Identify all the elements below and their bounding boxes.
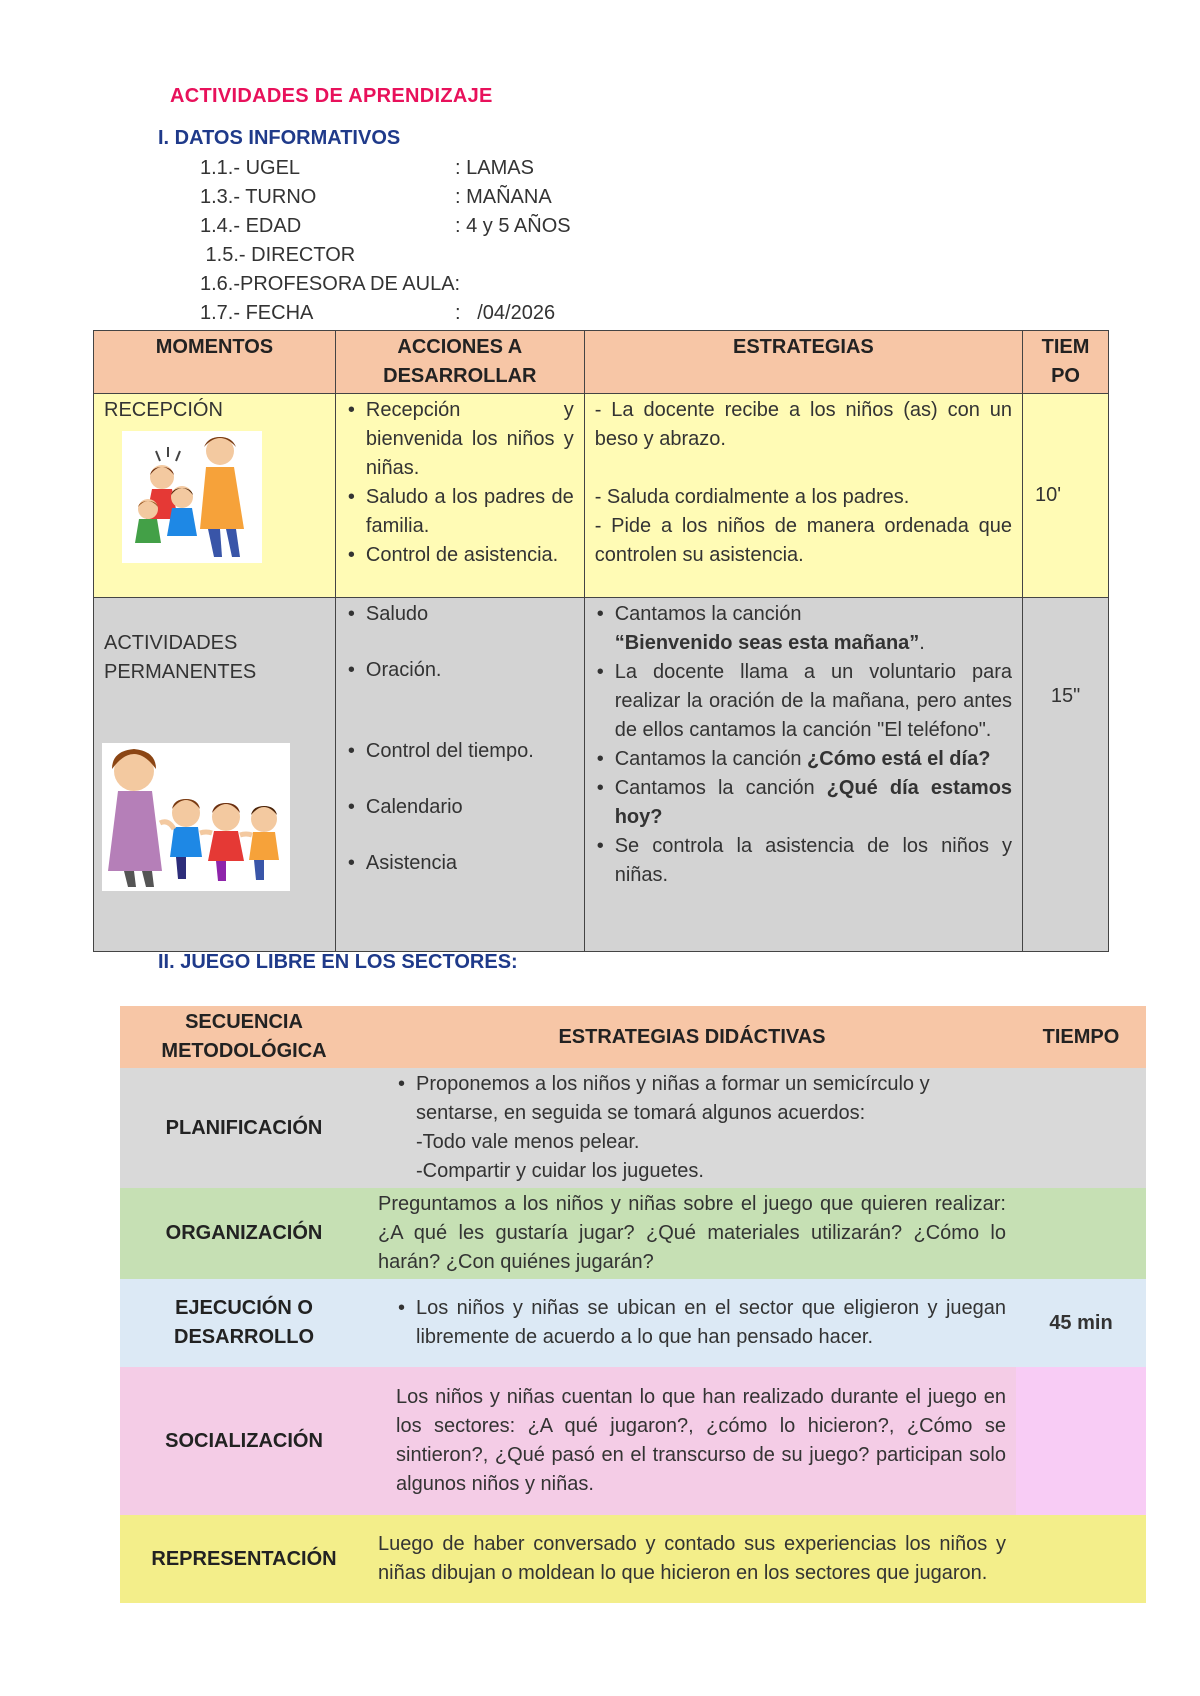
list-item: • Control del tiempo. — [346, 737, 574, 766]
header-secuencia: SECUENCIA METODOLÓGICA — [120, 1006, 368, 1068]
list-item: • Recepción y bienvenida los niños y niñas. — [346, 396, 574, 483]
momento-cell — [94, 598, 336, 952]
momento-label: ACTIVIDADES PERMANENTES — [104, 632, 257, 683]
info-row — [200, 154, 571, 183]
info-value: : MAÑANA — [455, 186, 552, 208]
list-item — [595, 774, 1012, 832]
secuencia-label: REPRESENTACIÓN — [120, 1515, 368, 1603]
secuencia-label: SOCIALIZACIÓN — [120, 1367, 368, 1515]
header-acciones — [335, 331, 584, 394]
acciones-cell — [335, 598, 584, 952]
table-row-representacion — [120, 1515, 1146, 1603]
table-row-permanentes — [94, 598, 1109, 952]
list-item: • Oración. — [346, 656, 574, 685]
header-momentos: MOMENTOS — [94, 331, 336, 394]
estrategia-text: . — [919, 632, 925, 654]
info-label: 1.7.- FECHA — [200, 302, 314, 324]
song-title: “Bienvenido seas esta mañana” — [614, 632, 920, 654]
acciones-list — [346, 600, 574, 878]
list-item — [595, 745, 1012, 774]
acuerdo-text: -Todo vale menos pelear. — [416, 1131, 640, 1153]
tiempo-cell: 45 min — [1016, 1279, 1146, 1367]
info-value: : LAMAS — [455, 157, 534, 179]
info-list — [200, 154, 571, 328]
teacher-children-illustration — [122, 431, 262, 563]
estrategia-cell — [368, 1068, 1016, 1188]
table-header-row — [120, 1006, 1146, 1068]
info-row — [200, 241, 571, 270]
estrategias-cell — [584, 394, 1022, 598]
estrategia-text: Cantamos la canción — [614, 777, 827, 799]
list-item: • Saludo a los padres de familia. — [346, 483, 574, 541]
info-row — [200, 299, 571, 328]
secuencia-label-l1: EJECUCIÓN O — [175, 1297, 313, 1319]
estrategia-cell: Luego de haber conversado y contado sus experiencias los niños y niñas dibujan o moldean lo que hicieron en los sectores que jugaron. — [368, 1515, 1016, 1603]
estrategias-list — [595, 600, 1012, 890]
estrategias-list — [396, 1294, 1006, 1352]
estrategia-text: Cantamos la canción — [614, 603, 802, 625]
header-tiempo: TIEMPO — [1016, 1006, 1146, 1068]
header-tiempo-l2: PO — [1051, 365, 1080, 387]
tiempo-cell: 15" — [1023, 598, 1109, 952]
song-title: ¿Cómo está el día? — [807, 748, 991, 770]
song-title: ¿Qué día estamos hoy? — [614, 777, 1013, 828]
info-row — [200, 212, 571, 241]
header-acciones-l1: ACCIONES A — [397, 336, 523, 358]
table-row-socializacion — [120, 1367, 1146, 1515]
estrategia-cell: Los niños y niñas cuentan lo que han realizado durante el juego en los sectores: ¿A qué jugaron?, ¿cómo lo hicieron?, ¿Cómo se sintieron?, ¿Qué pasó en el transcurso de su juego? participan solo algunos niños y niñas. — [368, 1367, 1016, 1515]
info-label: 1.5.- DIRECTOR — [200, 244, 356, 266]
info-label: 1.4.- EDAD — [200, 215, 302, 237]
tiempo-cell — [1016, 1188, 1146, 1279]
section-heading-juego: II. JUEGO LIBRE EN LOS SECTORES: — [158, 951, 518, 973]
info-label: 1.6.-PROFESORA DE AULA: — [200, 273, 461, 295]
acciones-list — [346, 396, 574, 570]
estrategia-cell: Preguntamos a los niños y niñas sobre el juego que quieren realizar: ¿A qué les gustaría jugar? ¿Qué materiales utilizarán? ¿Cómo lo harán? ¿Con quiénes jugarán? — [368, 1188, 1016, 1279]
tiempo-cell — [1016, 1367, 1146, 1515]
info-label: 1.3.- TURNO — [200, 186, 317, 208]
list-item: • Proponemos a los niños y niñas a formar un semicírculo y sentarse, en seguida se tomará algunos acuerdos: — [396, 1070, 1006, 1128]
estrategias-cell — [584, 598, 1022, 952]
list-item: • Control de asistencia. — [346, 541, 574, 570]
teacher-children-illustration — [102, 743, 290, 891]
list-item: • Los niños y niñas se ubican en el sector que eligieron y juegan libremente de acuerdo a lo que han pensado hacer. — [396, 1294, 1006, 1352]
page-title: ACTIVIDADES DE APRENDIZAJE — [170, 85, 493, 107]
acuerdo-text: -Compartir y cuidar los juguetes. — [416, 1160, 704, 1182]
estrategia-cell — [368, 1279, 1016, 1367]
table-row-recepcion — [94, 394, 1109, 598]
juego-libre-table — [120, 1006, 1146, 1603]
table-row-organizacion — [120, 1188, 1146, 1279]
list-item: • Asistencia — [346, 849, 574, 878]
list-item: • Se controla la asistencia de los niños y niñas. — [595, 832, 1012, 890]
momento-cell — [94, 394, 336, 598]
activities-table — [93, 330, 1109, 952]
estrategia-text: - Saluda cordialmente a los padres. — [594, 486, 910, 508]
info-row — [200, 183, 571, 212]
estrategia-text: - La docente recibe a los niños (as) con un beso y abrazo. — [594, 399, 1013, 450]
tiempo-cell: 10' — [1023, 394, 1109, 598]
list-item: • Saludo — [346, 600, 574, 629]
estrategias-list — [396, 1070, 1006, 1128]
header-tiempo-l1: TIEM — [1041, 336, 1090, 358]
secuencia-label: PLANIFICACIÓN — [120, 1068, 368, 1188]
info-label: 1.1.- UGEL — [200, 157, 301, 179]
list-item: • La docente llama a un voluntario para realizar la oración de la mañana, pero antes de ellos cantamos la canción "El teléfono". — [595, 658, 1012, 745]
header-tiempo — [1023, 331, 1109, 394]
secuencia-label: ORGANIZACIÓN — [120, 1188, 368, 1279]
acciones-cell — [335, 394, 584, 598]
section-heading-datos: I. DATOS INFORMATIVOS — [158, 127, 401, 149]
secuencia-label-l2: DESARROLLO — [174, 1326, 314, 1348]
tiempo-cell — [1016, 1068, 1146, 1188]
info-value: : 4 y 5 AÑOS — [455, 215, 571, 237]
list-item: • Calendario — [346, 793, 574, 822]
info-value: : /04/2026 — [455, 302, 556, 324]
list-item — [595, 600, 1012, 658]
momento-label: RECEPCIÓN — [104, 399, 223, 421]
tiempo-cell — [1016, 1515, 1146, 1603]
secuencia-label — [120, 1279, 368, 1367]
estrategia-text: Cantamos la canción — [614, 748, 808, 770]
info-row — [200, 270, 571, 299]
header-estrategias: ESTRATEGIAS — [584, 331, 1022, 394]
header-acciones-l2: DESARROLLAR — [383, 365, 537, 387]
table-row-planificacion — [120, 1068, 1146, 1188]
header-estrategias: ESTRATEGIAS DIDÁCTIVAS — [368, 1006, 1016, 1068]
estrategia-text: - Pide a los niños de manera ordenada que controlen su asistencia. — [594, 515, 1013, 566]
table-header-row — [94, 331, 1109, 394]
table-row-ejecucion — [120, 1279, 1146, 1367]
